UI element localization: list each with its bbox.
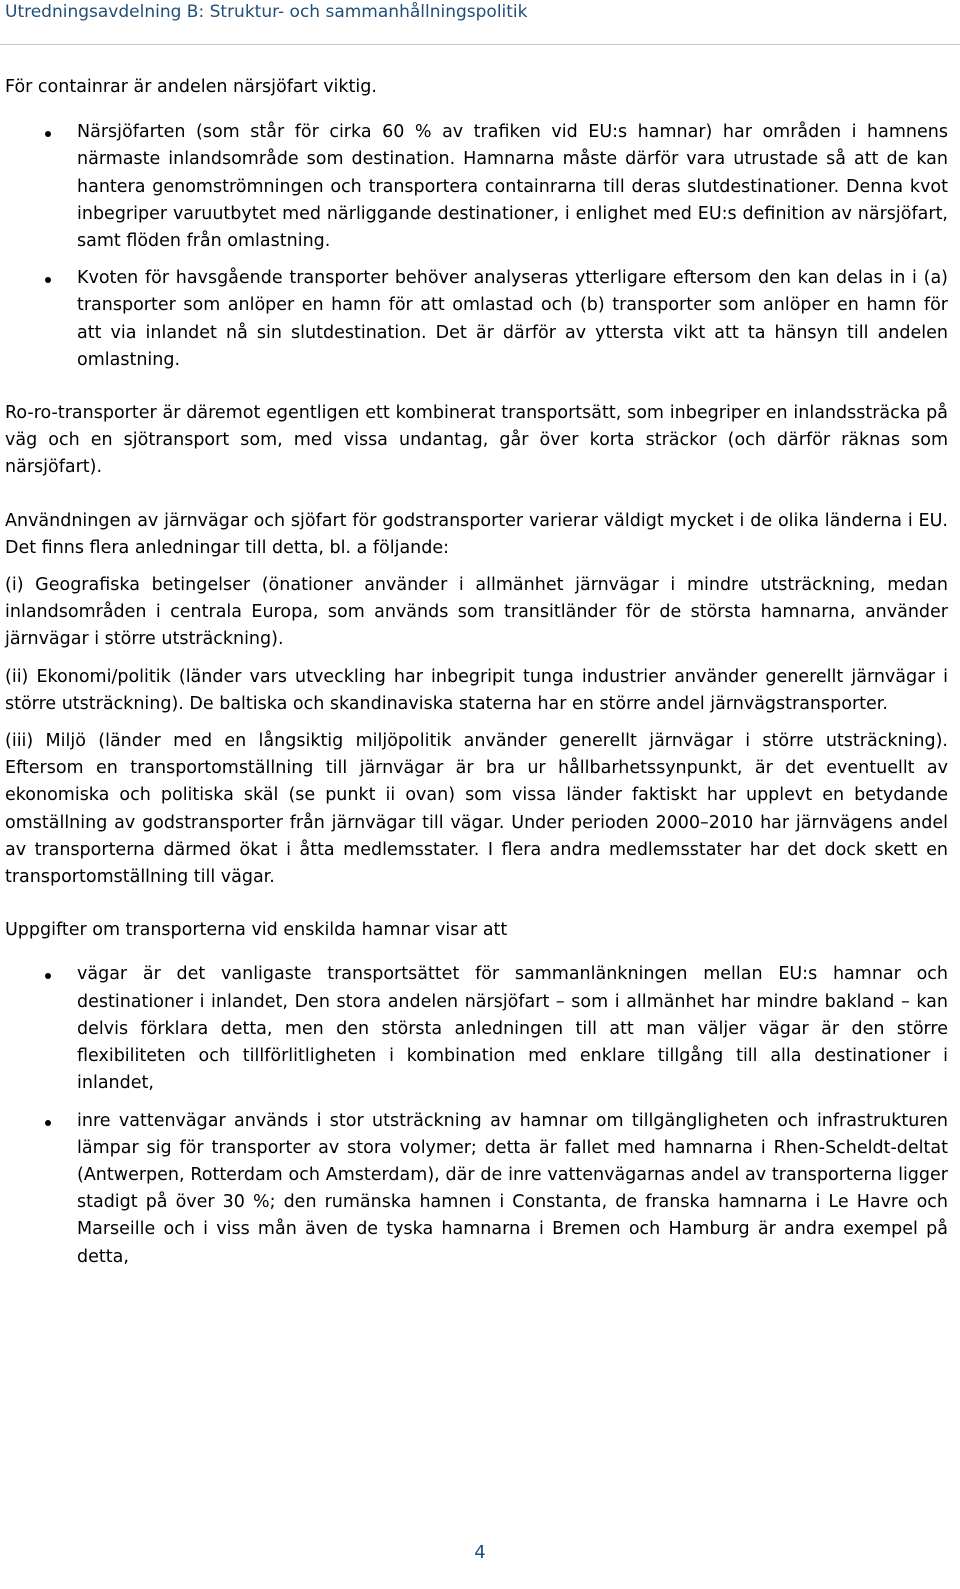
list-item-text: Kvoten för havsgående transporter behöver analyseras ytterligare eftersom den kan delas in i (a) transporter som anlöper en hamn för att omlastad och (b) transporter som anlöper en hamn för att via inlandet nå sin slutdestination. Det är därför av yttersta vikt att ta hänsyn till andelen omlastning. bbox=[77, 268, 948, 370]
list-item bbox=[5, 1108, 948, 1271]
paragraph-ports: Uppgifter om transporterna vid enskilda hamnar visar att bbox=[5, 920, 508, 941]
bullet-icon bbox=[45, 973, 51, 979]
page-number: 4 bbox=[474, 1542, 486, 1563]
paragraph-reason-i: (i) Geografiska betingelser (önationer använder i allmänhet järnvägar i mindre utsträckning, medan inlandsområden i centrala Europa, som används som transitländer för de största hamnarna, använder järnvägar i större utsträckning). bbox=[5, 575, 948, 650]
intro-paragraph: För containrar är andelen närsjöfart viktig. bbox=[5, 77, 377, 97]
list-item-text: vägar är det vanligaste transportsättet för sammanlänkningen mellan EU:s hamnar och destinationer i inlandet, Den stora andelen närsjöfart – som i allmänhet har mindre bakland – kan delvis förklara detta, men den största anledningen till att man väljer vägar är den större flexibiliteten och tillförlitligheten i kombination med enklare tillgång till alla destinationer i inlandet, bbox=[77, 964, 948, 1094]
bullet-list-port-data bbox=[5, 961, 948, 1270]
paragraph-usage: Användningen av järnvägar och sjöfart för godstransporter varierar väldigt mycket i de olika länderna i EU. Det finns flera anledningar till detta, bl. a följande: bbox=[5, 510, 948, 558]
bullet-icon bbox=[45, 131, 51, 137]
paragraph-reason-ii: (ii) Ekonomi/politik (länder vars utveckling har inbegripit tunga industrier använder generellt järnvägar i större utsträckning). De baltiska och skandinaviska staterna har en större andel järnvägstransporter. bbox=[5, 666, 948, 714]
document-body bbox=[5, 74, 948, 1271]
header-title: Utredningsavdelning B: Struktur- och sammanhållningspolitik bbox=[5, 2, 528, 22]
list-item bbox=[5, 119, 948, 255]
bullet-icon bbox=[45, 277, 51, 283]
list-item bbox=[5, 265, 948, 374]
bullet-icon bbox=[45, 1120, 51, 1126]
paragraph-reason-iii: (iii) Miljö (länder med en långsiktig miljöpolitik använder generellt järnvägar i större utsträckning). Eftersom en transportomställning till järnvägar är bra ur hållbarhetssynpunkt, är det eventuellt av ekonomiska och politiska skäl (se punkt ii ovan) som vissa länder faktiskt har upplevt en betydande omställning av godstransporter från järnvägar till vägar. Under perioden 2000–2010 har järnvägens andel av transporterna därmed ökat i åtta medlemsstater. I flera andra medlemsstater har det dock skett en transportomställning till vägar. bbox=[5, 731, 948, 888]
bullet-list-transport-share bbox=[5, 119, 948, 374]
header-divider bbox=[0, 44, 960, 45]
list-item bbox=[5, 961, 948, 1097]
list-item-text: Närsjöfarten (som står för cirka 60 % av trafiken vid EU:s hamnar) har områden i hamnens närmaste inlandsområde som destination. Hamnarna måste därför vara utrustade så att de kan hantera genomströmningen och transportera containrarna till deras slutdestinationer. Denna kvot inbegriper varuutbytet med närliggande destinationer, i enlighet med EU:s definition av närsjöfart, samt flöden från omlastning. bbox=[77, 122, 948, 252]
page-header bbox=[0, 0, 960, 48]
list-item-text: inre vattenvägar används i stor utsträckning av hamnar om tillgängligheten och infrastrukturen lämpar sig för transporter av stora volymer; detta är fallet med hamnarna i Rhen-Scheldt-deltat (Antwerpen, Rotterdam och Amsterdam), där de inre vattenvägarnas andel av transporterna ligger stadigt på över 30 %; den rumänska hamnen i Constanta, de franska hamnarna i Le Havre och Marseille och i viss mån även de tyska hamnarna i Bremen och Hamburg är andra exempel på detta, bbox=[77, 1110, 948, 1267]
paragraph-roro: Ro-ro-transporter är däremot egentligen ett kombinerat transportsätt, som inbegriper en inlandssträcka på väg och en sjötransport som, med vissa undantag, går över korta sträckor (och därför räknas som närsjöfart). bbox=[5, 403, 948, 478]
